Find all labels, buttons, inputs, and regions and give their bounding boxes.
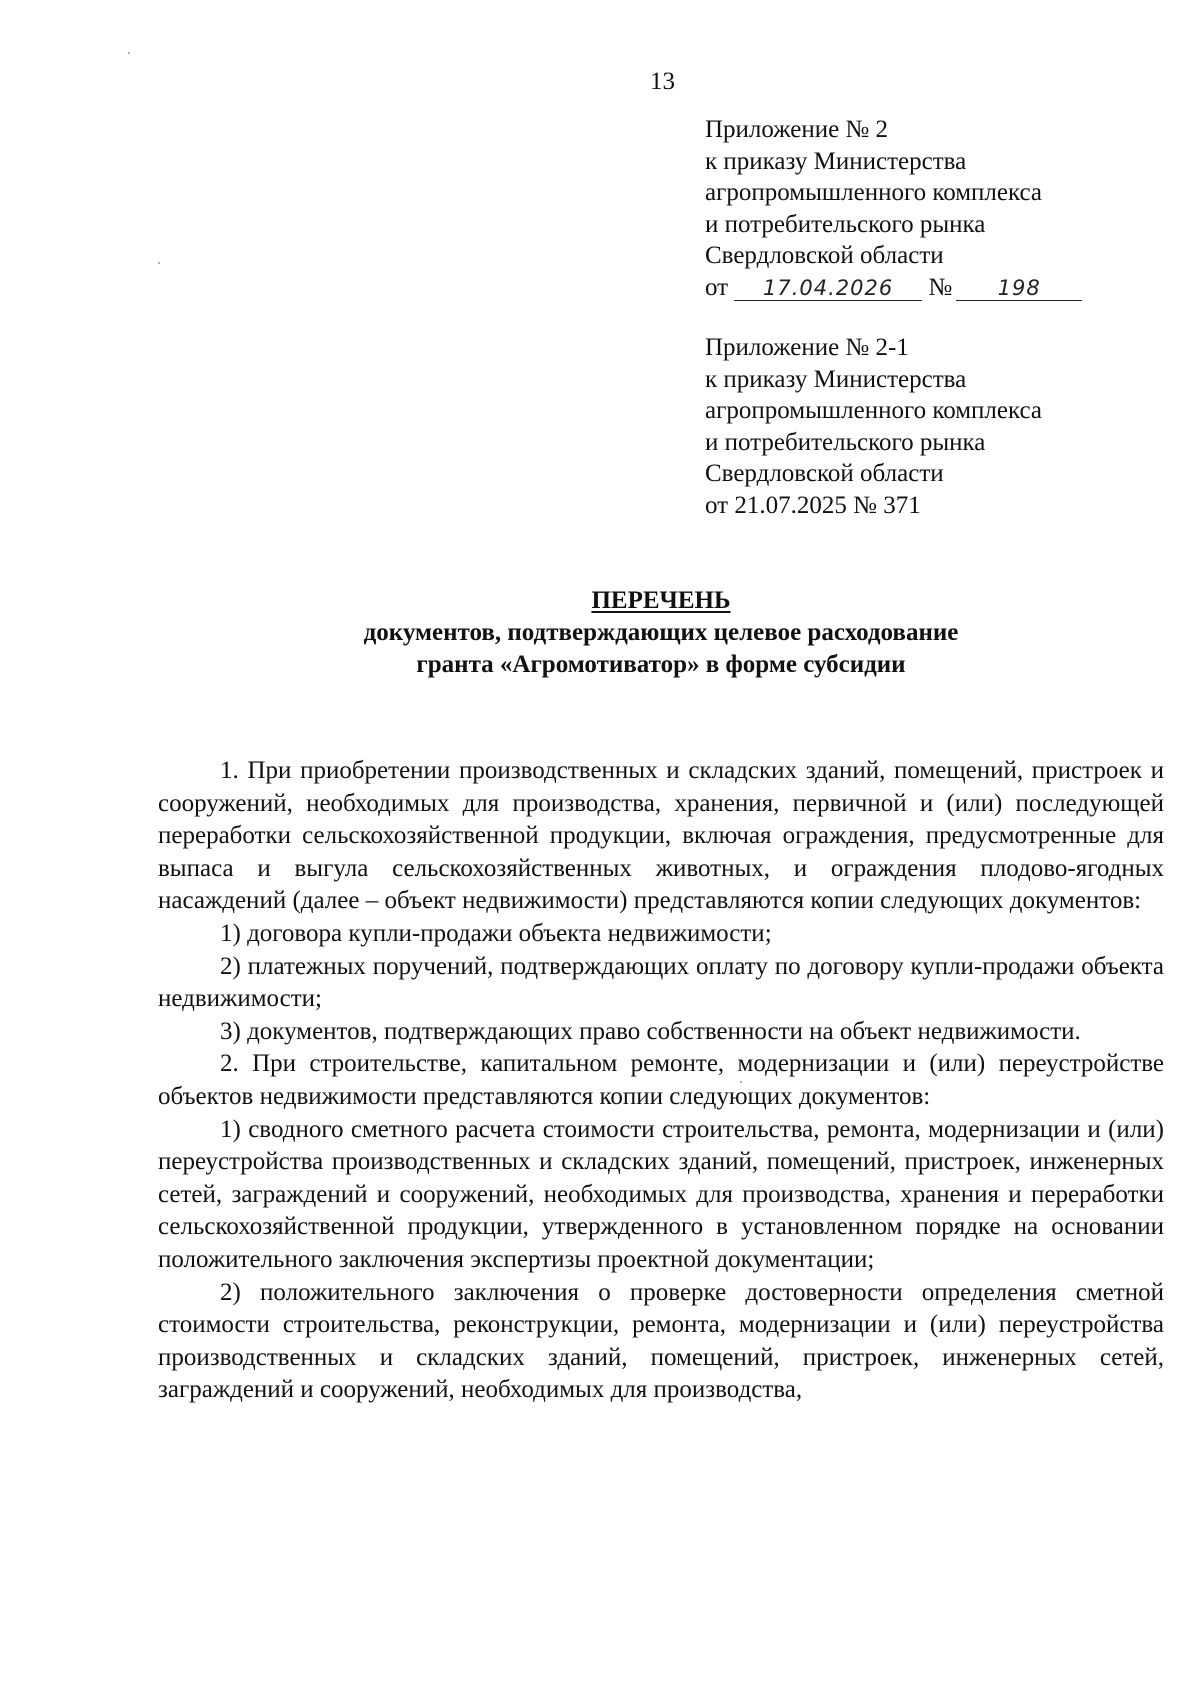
annex-line: Свердловской области	[705, 242, 944, 269]
scan-speck	[158, 262, 160, 264]
paragraph: 1) сводного сметного расчета стоимости строительства, ремонта, модернизации и (или) переустройства производственных и складских зданий, помещений, пристроек, инженерных сетей, заграждений и сооружений, необходимых для производства, хранения и переработки сельскохозяйственной продукции, утвержденного в установленном порядке на основании положительного заключения экспертизы проектной документации;	[158, 1115, 1164, 1273]
date-prefix: от	[705, 273, 729, 301]
annex-line: к приказу Министерства	[705, 365, 967, 393]
annex-line: от 21.07.2025 № 371	[705, 491, 921, 519]
paragraph: 1. При приобретении производственных и складских зданий, помещений, пристроек и сооружений, необходимых для производства, хранения, первичной и (или) последующей переработки сельскохозяйственной продукции, включая ограждения, предусмотренные для выпаса и выгула сельскохозяйственных животных, и ограждения плодово-ягодных насаждений (далее – объект недвижимости) представляются копии следующих документов:	[158, 757, 1164, 915]
page-number: 13	[650, 68, 675, 95]
document-subtitle-line: документов, подтверждающих целевое расходование	[363, 619, 959, 646]
annex-header-current	[705, 114, 1145, 303]
paragraph: 2. При строительстве, капитальном ремонте, модернизации и (или) переустройстве объектов недвижимости представляются копии следующих документов:	[158, 1050, 1164, 1110]
annex-header-original	[705, 332, 1145, 521]
paragraph: 2) платежных поручений, подтверждающих оплату по договору купли-продажи объекта недвижимости;	[158, 952, 1164, 1013]
paragraph: 1) договора купли-продажи объекта недвижимости;	[220, 919, 772, 947]
paragraph: 3) документов, подтверждающих право собственности на объект недвижимости.	[220, 1017, 1081, 1045]
number-label: №	[928, 273, 953, 301]
annex-date-line	[705, 272, 1145, 304]
document-title-block	[158, 585, 1164, 681]
handwritten-number: 198	[956, 276, 1082, 301]
annex-line: агропромышленного комплекса	[705, 179, 1043, 206]
annex-line: Приложение № 2	[705, 116, 889, 143]
annex-line: Приложение № 2-1	[705, 334, 909, 361]
handwritten-date: 17.04.2026	[734, 276, 922, 301]
annex-line: агропромышленного комплекса	[705, 397, 1043, 424]
document-body	[158, 755, 1164, 1407]
scan-speck	[128, 52, 130, 54]
annex-line: Свердловской области	[705, 460, 944, 487]
annex-line: к приказу Министерства	[705, 147, 967, 175]
annex-line: и потребительского рынка	[705, 428, 986, 456]
annex-line: и потребительского рынка	[705, 210, 986, 238]
document-title: ПЕРЕЧЕНЬ	[591, 587, 731, 614]
document-subtitle-line: гранта «Агромотиватор» в форме субсидии	[416, 651, 906, 678]
paragraph: 2) положительного заключения о проверке достоверности определения сметной стоимости строительства, реконструкции, ремонта, модернизации и (или) переустройства производственных и складских зданий, помещений, пристроек, инженерных сетей, заграждений и сооружений, необходимых для производства,	[158, 1278, 1164, 1404]
